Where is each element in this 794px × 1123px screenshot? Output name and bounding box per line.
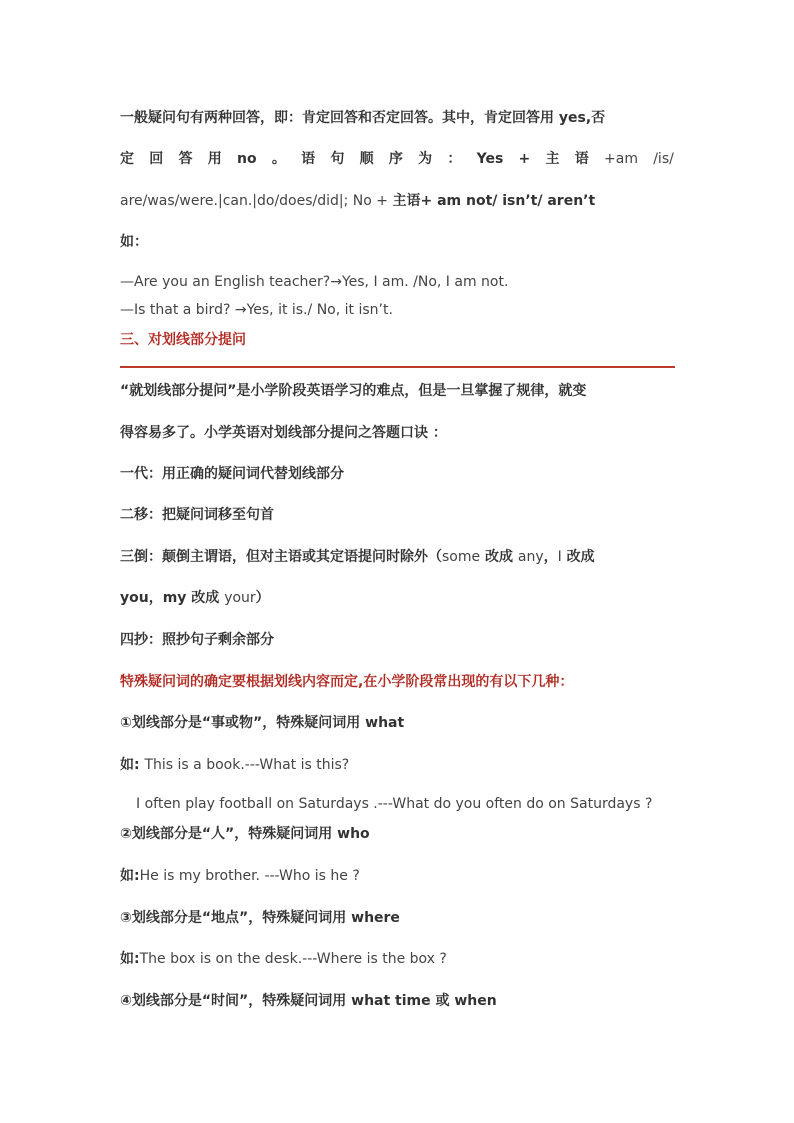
word: 回	[149, 151, 164, 167]
word: 语	[574, 151, 589, 167]
word: 语	[301, 151, 316, 167]
heading-divider	[120, 366, 675, 368]
rule-3-word: some	[442, 549, 481, 565]
example-text: The box is on the desk.---Where is the box ?	[139, 951, 447, 967]
section-heading: 三、对划线部分提问	[120, 332, 246, 348]
word: 句	[330, 151, 345, 167]
word: 序	[388, 151, 403, 167]
word: /is/	[653, 151, 674, 167]
where-heading: ③划线部分是“地点”，特殊疑问词用 where	[120, 910, 400, 926]
word: 定	[120, 151, 134, 167]
rule-3-word: any	[517, 549, 544, 565]
rule-3-text: 三倒：颠倒主谓语，但对主语或其定语提问时除外（	[120, 549, 442, 565]
word: 主	[545, 151, 560, 167]
rule-3-text: ，	[543, 549, 558, 565]
word: ：	[447, 151, 462, 167]
paragraph-answers-line3	[120, 191, 674, 211]
special-question-note: 特殊疑问词的确定要根据划线内容而定,在小学阶段常出现的有以下几种：	[120, 674, 574, 690]
rule-3-text: you，my 改成	[120, 590, 225, 606]
who-heading: ②划线部分是“人”，特殊疑问词用 who	[120, 826, 370, 842]
who-example	[120, 866, 674, 886]
what-example-2: I often play football on Saturdays .---What do you often do on Saturdays ?	[136, 796, 653, 812]
word: 用	[207, 151, 222, 167]
rule-3-text: 改成	[561, 549, 595, 565]
word: 为	[418, 151, 433, 167]
rule-3	[120, 547, 674, 567]
rule-3-word: your	[224, 590, 256, 606]
paragraph-answers-line2	[120, 149, 674, 169]
word: Yes	[476, 151, 504, 167]
example-text: He is my brother. ---Who is he ?	[139, 868, 360, 884]
example-label: 如：	[120, 234, 148, 250]
rule-4: 四抄：照抄句子剩余部分	[120, 632, 274, 648]
example-line: —Is that a bird? →Yes, it is./ No, it isn’t.	[120, 302, 393, 318]
intro-line1: “就划线部分提问”是小学阶段英语学习的难点，但是一旦掌握了规律，就变	[120, 383, 587, 399]
example-label: 如:	[120, 757, 145, 773]
word: 顺	[359, 151, 374, 167]
word: 答	[178, 151, 193, 167]
rule-3-word: I	[557, 549, 562, 565]
word: 。	[271, 151, 286, 167]
rule-3-text: 改成	[480, 549, 518, 565]
when-heading: ④划线部分是“时间”，特殊疑问词用 what time 或 when	[120, 993, 497, 1009]
example-line: —Are you an English teacher?→Yes, I am. /No, I am not.	[120, 274, 509, 290]
paragraph-answers-line1: 一般疑问句有两种回答，即：肯定回答和否定回答。其中，肯定回答用 yes,否	[120, 110, 606, 126]
rule-1: 一代：用正确的疑问词代替划线部分	[120, 466, 344, 482]
example-label: 如:	[120, 951, 140, 967]
rule-2: 二移：把疑问词移至句首	[120, 507, 274, 523]
rule-3-continued	[120, 588, 674, 608]
intro-line2: 得容易多了。小学英语对划线部分提问之答题口诀 ：	[120, 425, 447, 441]
where-example	[120, 949, 674, 969]
word: +	[518, 151, 531, 167]
what-example	[120, 755, 674, 775]
what-heading: ①划线部分是“事或物”，特殊疑问词用 what	[120, 715, 405, 731]
rule-3-text: ）	[255, 590, 270, 606]
word: +am	[604, 151, 638, 167]
example-text: This is a book.---What is this?	[144, 757, 350, 773]
negative-form: 主语+ am not/ isn’t/ aren’t	[392, 193, 596, 209]
word: no	[237, 151, 257, 167]
verb-list: are/was/were.|can.|do/does/did|; No +	[120, 193, 393, 209]
example-label: 如:	[120, 868, 140, 884]
